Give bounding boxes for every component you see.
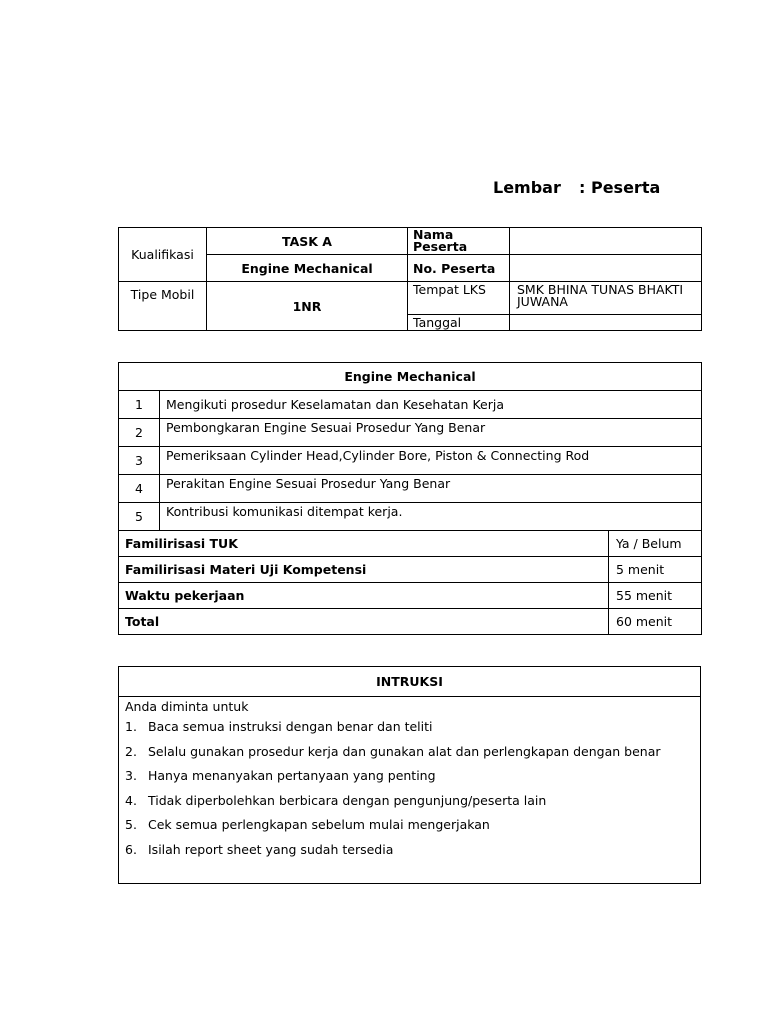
tanggal-label: Tanggal (408, 315, 510, 331)
sheet-label (493, 178, 660, 197)
no-peserta-label: No. Peserta (408, 255, 510, 282)
nama-peserta-value[interactable] (510, 228, 702, 255)
table-row: Total 60 menit (119, 609, 702, 635)
tipe-mobil-label: Tipe Mobil (119, 282, 207, 331)
instruction-title: INTRUKSI (119, 667, 700, 697)
instruction-list (119, 720, 700, 867)
table-row: 1 Mengikuti prosedur Keselamatan dan Kesehatan Kerja (119, 391, 702, 419)
engine-mechanical-title: Engine Mechanical (119, 363, 702, 391)
list-item: 2. Selalu gunakan prosedur kerja dan gunakan alat dan perlengkapan dengan benar (125, 743, 661, 759)
lembar-label: Lembar (493, 178, 561, 197)
list-item: 4. Tidak diperbolehkan berbicara dengan pengunjung/peserta lain (125, 792, 547, 808)
nama-peserta-label: Nama Peserta (408, 228, 510, 255)
lembar-value: : Peserta (579, 178, 661, 197)
no-peserta-value[interactable] (510, 255, 702, 282)
tipe-mobil-value: 1NR (207, 282, 408, 331)
tempat-lks-value: SMK BHINA TUNAS BHAKTI JUWANA (510, 282, 702, 315)
task-label: TASK A (207, 228, 408, 255)
tempat-lks-label: Tempat LKS (408, 282, 510, 315)
table-row: 4 Perakitan Engine Sesuai Prosedur Yang Benar (119, 475, 702, 503)
table-row: Familirisasi Materi Uji Kompetensi 5 menit (119, 557, 702, 583)
list-item: 3. Hanya menanyakan pertanyaan yang penting (125, 768, 436, 783)
table-row: 3 Pemeriksaan Cylinder Head,Cylinder Bore, Piston & Connecting Rod (119, 447, 702, 475)
table-row: Familirisasi TUK Ya / Belum (119, 531, 702, 557)
engine-mechanical-table (118, 362, 702, 531)
list-item: 5. Cek semua perlengkapan sebelum mulai mengerjakan (125, 817, 490, 832)
timing-table (118, 530, 702, 635)
table-row: 5 Kontribusi komunikasi ditempat kerja. (119, 503, 702, 531)
tanggal-value[interactable] (510, 315, 702, 331)
table-row: 2 Pembongkaran Engine Sesuai Prosedur Yang Benar (119, 419, 702, 447)
list-item: 1. Baca semua instruksi dengan benar dan teliti (125, 719, 433, 734)
kualifikasi-label: Kualifikasi (119, 228, 207, 282)
instruction-box (118, 666, 701, 884)
header-table (118, 227, 702, 331)
list-item: 6. Isilah report sheet yang sudah tersedia (125, 841, 394, 857)
table-row: Waktu pekerjaan 55 menit (119, 583, 702, 609)
instruction-intro: Anda diminta untuk (125, 699, 249, 714)
engine-label: Engine Mechanical (207, 255, 408, 282)
